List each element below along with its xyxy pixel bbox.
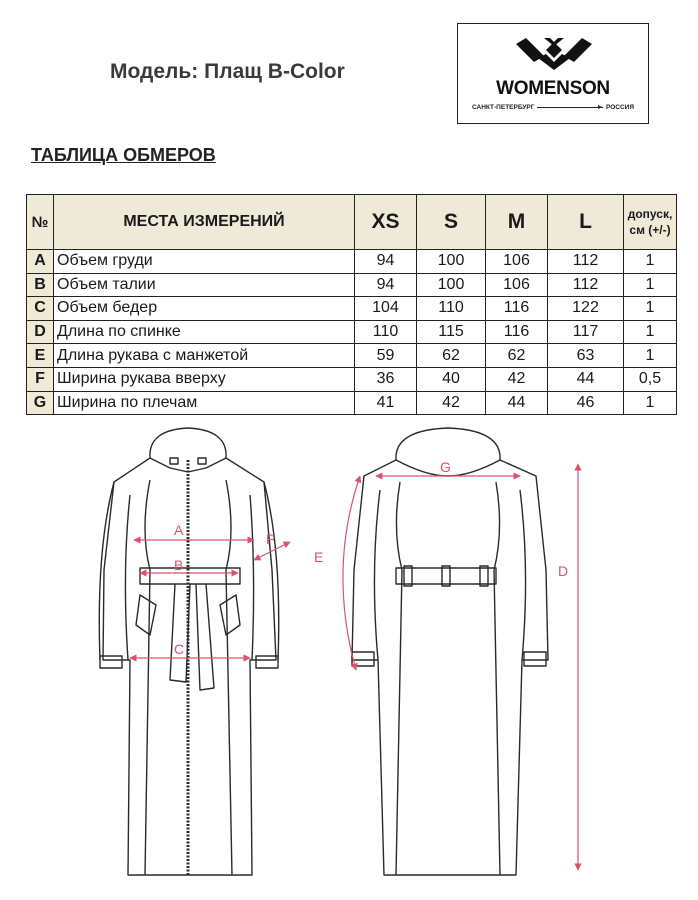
- row-tolerance: 1: [624, 273, 677, 297]
- row-s: 40: [417, 367, 486, 391]
- label-g: G: [440, 459, 451, 475]
- header-tolerance-line2: см (+/-): [629, 223, 671, 237]
- front-pocket-right: [220, 595, 240, 635]
- logo-city: САНКТ-ПЕТЕРБУРГ: [472, 104, 535, 111]
- row-l: 112: [548, 250, 624, 274]
- row-letter: D: [27, 320, 54, 344]
- section-title: ТАБЛИЦА ОБМЕРОВ: [31, 145, 216, 165]
- back-center-seams: [396, 482, 500, 875]
- row-m: 44: [486, 391, 548, 415]
- row-letter: C: [27, 297, 54, 321]
- logo-wordmark: WOMENSON: [496, 78, 610, 99]
- row-l: 63: [548, 344, 624, 368]
- label-b: B: [174, 557, 184, 573]
- header-number: №: [27, 195, 54, 250]
- table-header-row: [27, 195, 677, 250]
- label-d: D: [558, 563, 569, 579]
- row-m: 106: [486, 273, 548, 297]
- row-s: 62: [417, 344, 486, 368]
- table-row: [27, 273, 677, 297]
- row-xs: 41: [355, 391, 417, 415]
- table-row: [27, 344, 677, 368]
- label-e: E: [314, 549, 324, 565]
- row-name: Объем бедер: [54, 297, 355, 321]
- row-m: 62: [486, 344, 548, 368]
- table-row: [27, 250, 677, 274]
- row-letter: F: [27, 367, 54, 391]
- front-hood-toggle-left: [170, 458, 178, 464]
- row-s: 100: [417, 250, 486, 274]
- logo-arrow-rule: [537, 107, 603, 108]
- row-s: 115: [417, 320, 486, 344]
- front-belt: [140, 568, 240, 584]
- back-belt-loop-center: [442, 566, 450, 586]
- womenson-emblem-icon: [514, 36, 594, 70]
- front-pocket-left: [136, 595, 156, 635]
- row-l: 112: [548, 273, 624, 297]
- back-view-drawing: [352, 428, 548, 875]
- row-letter: E: [27, 344, 54, 368]
- header-place: МЕСТА ИЗМЕРЕНИЙ: [54, 195, 355, 250]
- row-name: Длина рукава с манжетой: [54, 344, 355, 368]
- front-view-drawing: [99, 428, 278, 875]
- row-letter: A: [27, 250, 54, 274]
- row-name: Объем талии: [54, 273, 355, 297]
- back-coat-body: [352, 460, 548, 875]
- row-m: 116: [486, 297, 548, 321]
- row-name: Длина по спинке: [54, 320, 355, 344]
- row-xs: 104: [355, 297, 417, 321]
- row-tolerance: 0,5: [624, 367, 677, 391]
- row-xs: 94: [355, 250, 417, 274]
- header-tolerance: [624, 195, 677, 250]
- header-size-l: L: [548, 195, 624, 250]
- front-hood-toggle-right: [198, 458, 206, 464]
- row-s: 100: [417, 273, 486, 297]
- label-c: C: [174, 641, 185, 657]
- table-row: [27, 367, 677, 391]
- measure-line-e: [343, 476, 360, 670]
- row-xs: 110: [355, 320, 417, 344]
- row-letter: B: [27, 273, 54, 297]
- row-tolerance: 1: [624, 320, 677, 344]
- table-row: [27, 391, 677, 415]
- back-belt-loop-right: [480, 566, 488, 586]
- table-row: [27, 297, 677, 321]
- row-name: Ширина по плечам: [54, 391, 355, 415]
- row-letter: G: [27, 391, 54, 415]
- row-name: Объем груди: [54, 250, 355, 274]
- row-tolerance: 1: [624, 297, 677, 321]
- row-name: Ширина рукава вверху: [54, 367, 355, 391]
- brand-logo: [457, 23, 649, 124]
- row-tolerance: 1: [624, 250, 677, 274]
- logo-country: РОССИЯ: [605, 104, 634, 111]
- row-m: 42: [486, 367, 548, 391]
- row-s: 42: [417, 391, 486, 415]
- back-cuff-left: [352, 652, 374, 666]
- row-l: 117: [548, 320, 624, 344]
- header-tolerance-line1: допуск,: [627, 207, 673, 221]
- row-tolerance: 1: [624, 344, 677, 368]
- front-belt-tie: [170, 584, 214, 690]
- garment-sketch: [0, 420, 698, 900]
- model-title: Модель: Плащ B-Color: [110, 60, 345, 83]
- row-xs: 36: [355, 367, 417, 391]
- back-belt: [396, 568, 496, 584]
- row-tolerance: 1: [624, 391, 677, 415]
- header-size-xs: XS: [355, 195, 417, 250]
- logo-tagline: [472, 104, 634, 111]
- row-s: 110: [417, 297, 486, 321]
- row-xs: 94: [355, 273, 417, 297]
- row-xs: 59: [355, 344, 417, 368]
- header-size-s: S: [417, 195, 486, 250]
- row-l: 122: [548, 297, 624, 321]
- label-a: A: [174, 522, 184, 538]
- front-cuff-right: [256, 656, 278, 668]
- measurements-table: [26, 194, 677, 415]
- back-cuff-right: [524, 652, 546, 666]
- row-l: 46: [548, 391, 624, 415]
- row-m: 116: [486, 320, 548, 344]
- row-l: 44: [548, 367, 624, 391]
- back-belt-loop-left: [404, 566, 412, 586]
- row-m: 106: [486, 250, 548, 274]
- header-size-m: M: [486, 195, 548, 250]
- table-row: [27, 320, 677, 344]
- label-f: F: [266, 531, 275, 547]
